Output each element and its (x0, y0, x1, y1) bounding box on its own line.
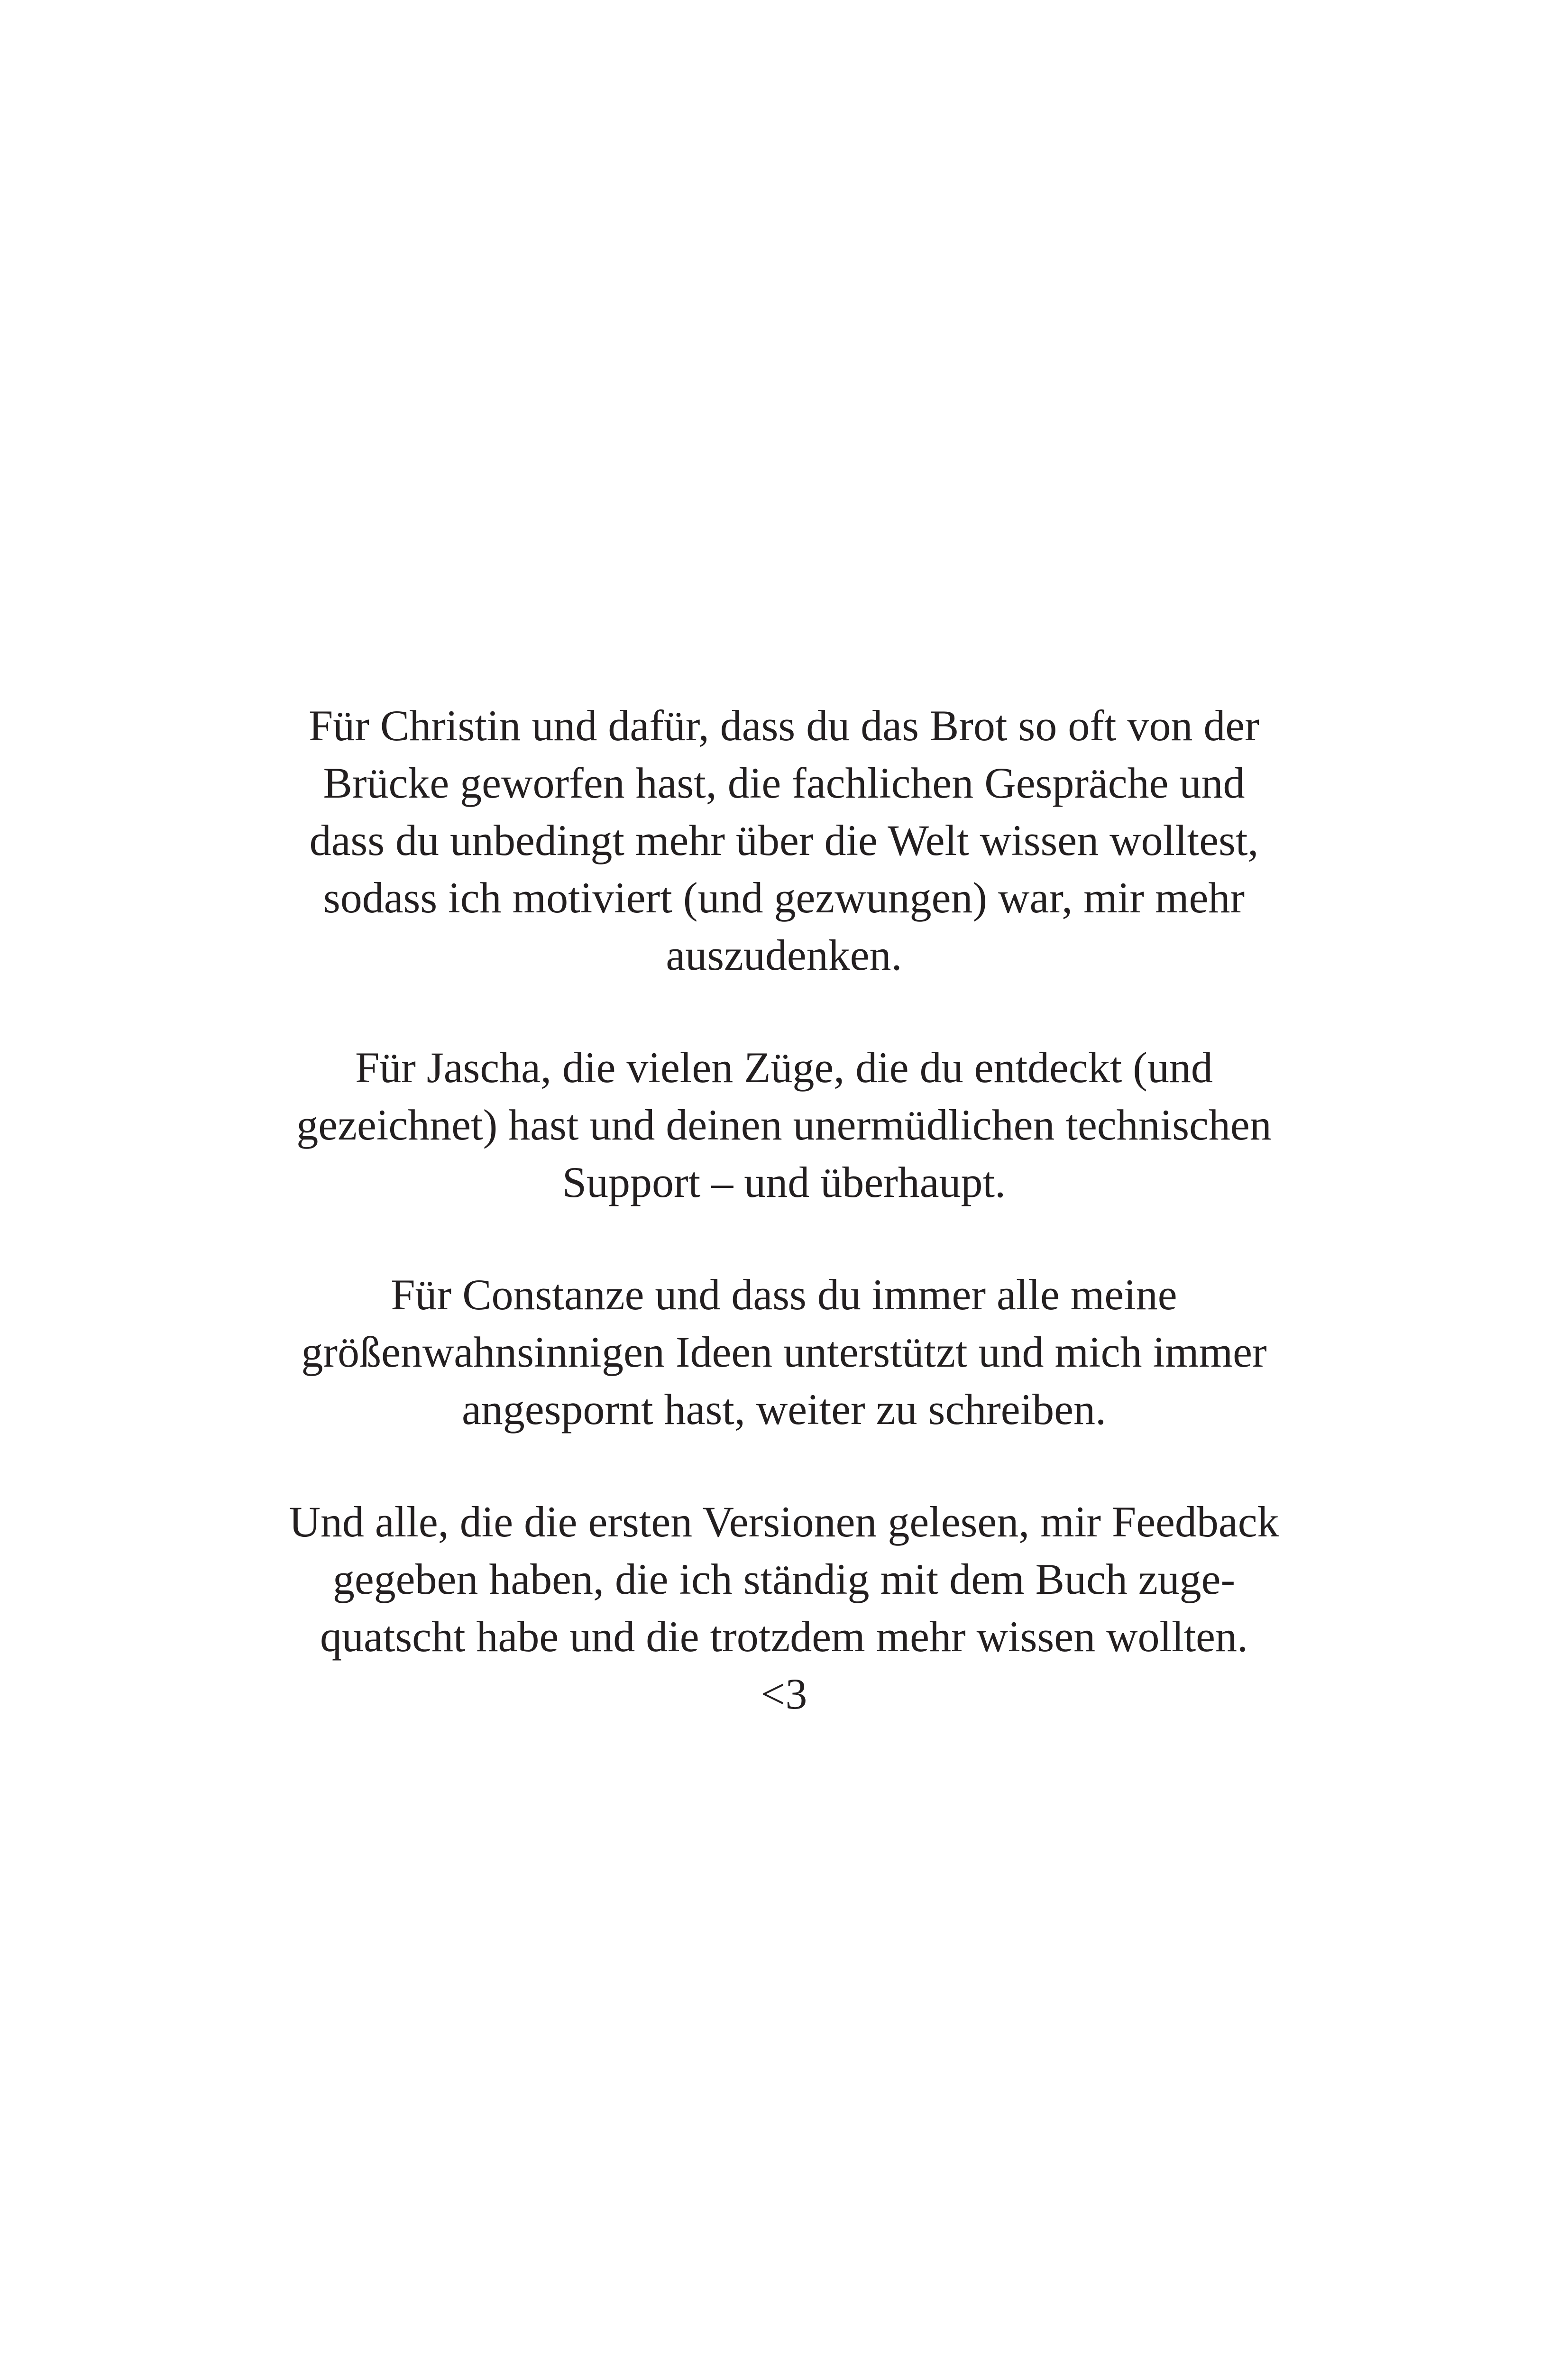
text-line: Support – und überhaupt. (562, 1158, 1006, 1206)
text-line: angespornt hast, weiter zu schreiben. (461, 1385, 1107, 1434)
text-line: auszudenken. (666, 931, 902, 979)
paragraph-constanze (0, 1266, 1568, 1438)
paragraph-readers (0, 1493, 1568, 1723)
text-line: sodass ich motiviert (und gezwungen) war, mir mehr (323, 873, 1245, 922)
text-line: dass du unbedingt mehr über die Welt wissen wolltest, (309, 816, 1259, 864)
acknowledgements-text (0, 697, 1568, 1723)
text-line: quatscht habe und die trotzdem mehr wissen wollten. (320, 1612, 1248, 1661)
text-line: Und alle, die die ersten Versionen gelesen, mir Feedback (289, 1498, 1279, 1546)
text-line: Für Constanze und dass du immer alle meine (391, 1270, 1177, 1319)
text-line: Brücke geworfen hast, die fachlichen Gespräche und (323, 759, 1245, 807)
text-line: größenwahnsinnigen Ideen unterstützt und mich immer (301, 1328, 1267, 1376)
text-line: gegeben haben, die ich ständig mit dem Buch zuge- (332, 1555, 1236, 1603)
paragraph-jascha (0, 1039, 1568, 1211)
text-line: Für Christin und dafür, dass du das Brot so oft von der (309, 701, 1259, 750)
heart-emoticon: <3 (761, 1670, 807, 1718)
text-line: gezeichnet) hast und deinen unermüdlichen technischen (296, 1101, 1272, 1149)
text-line: Für Jascha, die vielen Züge, die du entdeckt (und (355, 1043, 1213, 1092)
paragraph-christin (0, 697, 1568, 984)
